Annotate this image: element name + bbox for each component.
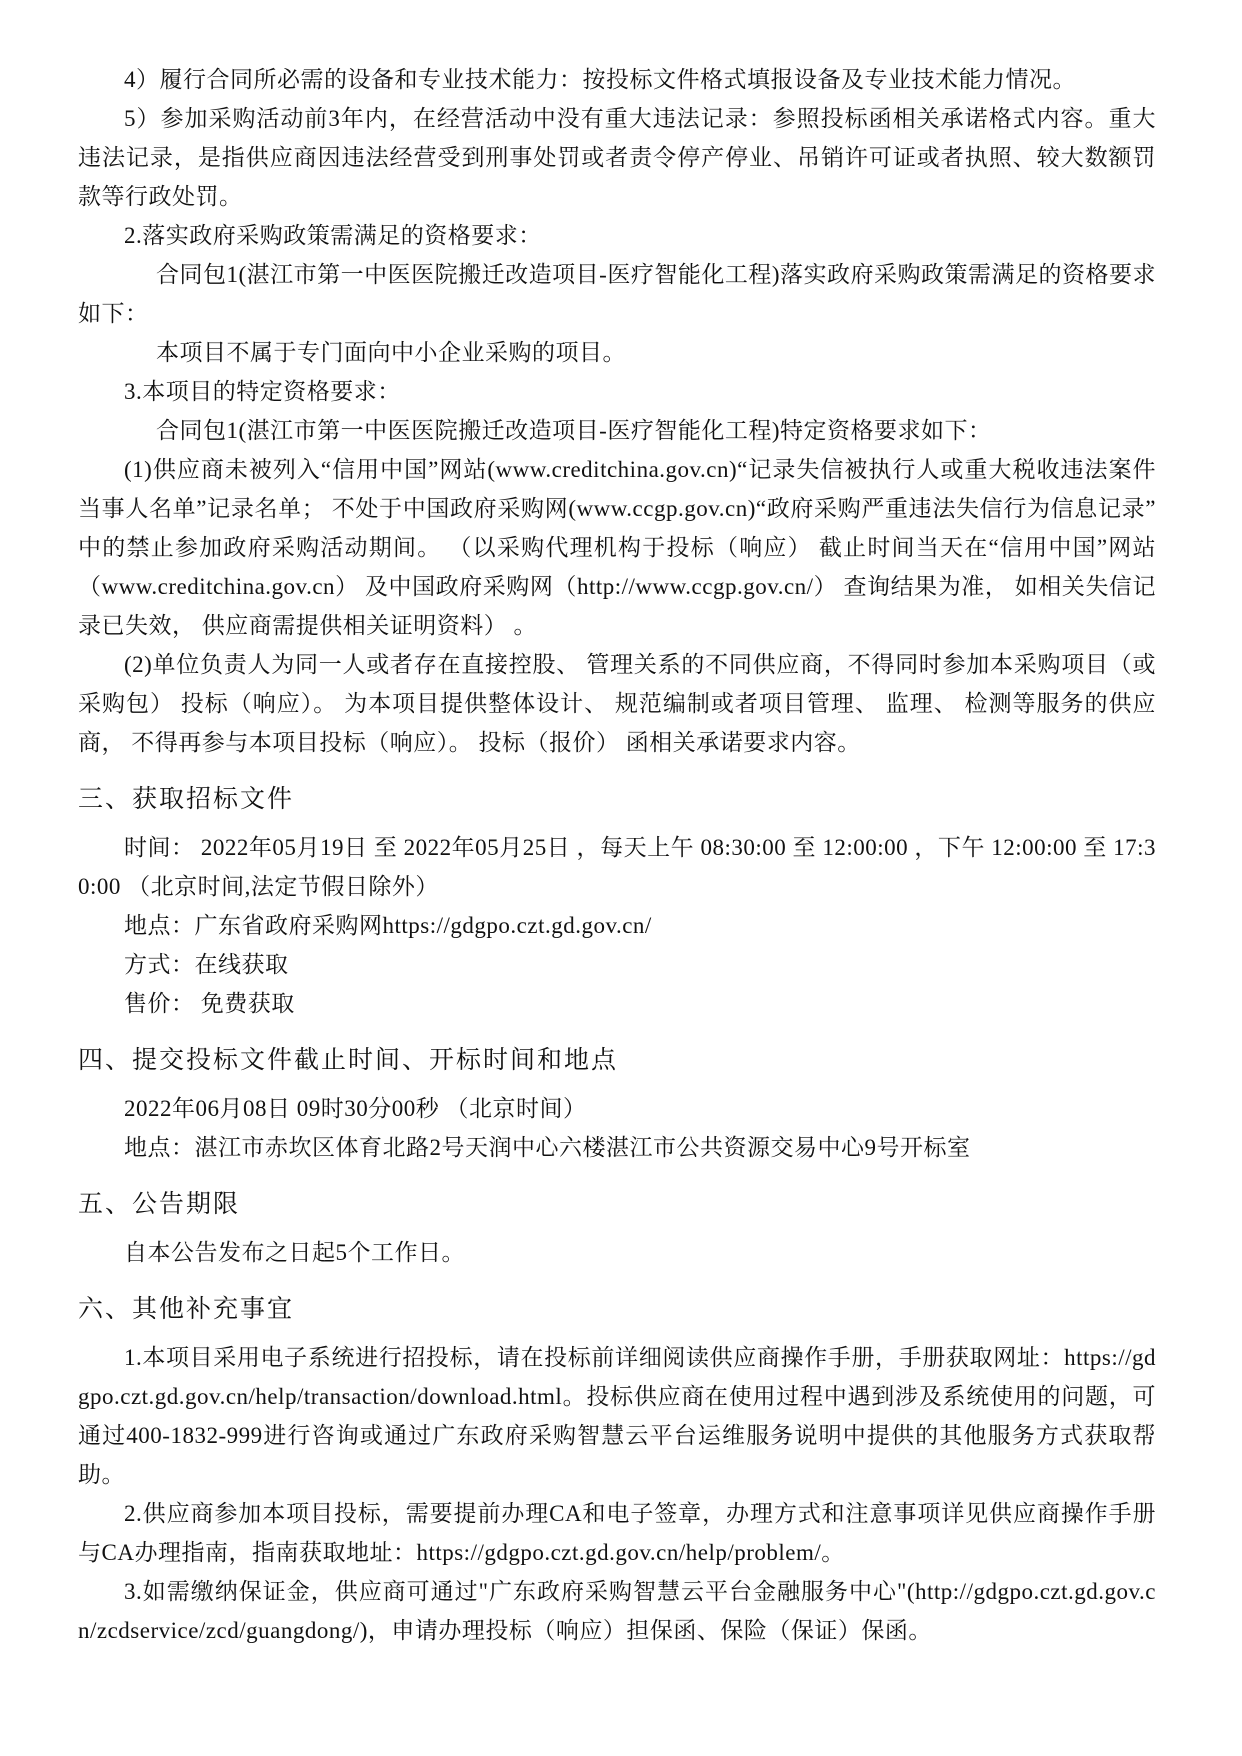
paragraph: 3.本项目的特定资格要求： [124,379,401,404]
paragraph: 2022年06月08日 09时30分00秒 （北京时间） [124,1096,587,1121]
paragraph: 5）参加采购活动前3年内，在经营活动中没有重大违法记录：参照投标函相关承诺格式内容。重大违法记录，是指供应商因违法经营受到刑事处罚或者责令停产停业、吊销许可证或者执照、较大数额罚款等行政处罚。 [78,106,1156,209]
paragraph: 2.落实政府采购政策需满足的资格要求： [124,223,542,248]
paragraph: 售价： 免费获取 [124,991,295,1016]
paragraph: 方式：在线获取 [124,952,289,977]
paragraph: 自本公告发布之日起5个工作日。 [124,1240,465,1265]
paragraph: 地点：广东省政府采购网https://gdgpo.czt.gd.gov.cn/ [124,913,652,938]
paragraph: 合同包1(湛江市第一中医医院搬迁改造项目-医疗智能化工程)特定资格要求如下： [156,418,992,443]
paragraph: 1.本项目采用电子系统进行招投标，请在投标前详细阅读供应商操作手册，手册获取网址：https://gdgpo.czt.gd.gov.cn/help/transaction/download.html。投标供应商在使用过程中遇到涉及系统使用的问题，可通过400-1832-999进行咨询或通过广东政府采购智慧云平台运维服务说明中提供的其他服务方式获取帮助。 [78,1345,1156,1487]
paragraph: (1)供应商未被列入“信用中国”网站(www.creditchina.gov.cn)“记录失信被执行人或重大税收违法案件当事人名单”记录名单； 不处于中国政府采购网(www.ccgp.gov.cn)“政府采购严重违法失信行为信息记录”中的禁止参加政府采购活动期间。 （以采购代理机构于投标（响应） 截止时间当天在“信用中国”网站（www.creditchina.gov.cn） 及中国政府采购网（http://www.ccgp.gov.cn/） 查询结果为准， 如相关失信记录已失效， 供应商需提供相关证明资料） 。 [78,457,1156,638]
paragraph: 4）履行合同所必需的设备和专业技术能力：按投标文件格式填报设备及专业技术能力情况。 [124,67,1076,92]
paragraph: 合同包1(湛江市第一中医医院搬迁改造项目-医疗智能化工程)落实政府采购政策需满足的资格要求如下： [78,262,1156,326]
section-heading: 三、获取招标文件 [78,786,295,813]
paragraph: 2.供应商参加本项目投标，需要提前办理CA和电子签章，办理方式和注意事项详见供应商操作手册与CA办理指南，指南获取地址：https://gdgpo.czt.gd.gov.cn/help/problem/。 [78,1501,1156,1565]
paragraph: 本项目不属于专门面向中小企业采购的项目。 [156,340,626,365]
paragraph: 时间： 2022年05月19日 至 2022年05月25日 ，每天上午 08:30:00 至 12:00:00 ，下午 12:00:00 至 17:30:00 （北京时间,法定节假日除外） [78,835,1156,899]
paragraph: 地点：湛江市赤坎区体育北路2号天润中心六楼湛江市公共资源交易中心9号开标室 [124,1135,971,1160]
section-heading: 六、其他补充事宜 [78,1296,295,1323]
paragraph: (2)单位负责人为同一人或者存在直接控股、 管理关系的不同供应商，不得同时参加本采购项目（或采购包） 投标（响应）。 为本项目提供整体设计、 规范编制或者项目管理、 监理、 检测等服务的供应商， 不得再参与本项目投标（响应）。 投标（报价） 函相关承诺要求内容。 [78,652,1156,755]
paragraph: 3.如需缴纳保证金，供应商可通过"广东政府采购智慧云平台金融服务中心"(http://gdgpo.czt.gd.gov.cn/zcdservice/zcd/guangdong/)，申请办理投标（响应）担保函、保险（保证）保函。 [78,1579,1156,1643]
section-heading: 四、提交投标文件截止时间、开标时间和地点 [78,1047,619,1074]
section-heading: 五、公告期限 [78,1191,241,1218]
